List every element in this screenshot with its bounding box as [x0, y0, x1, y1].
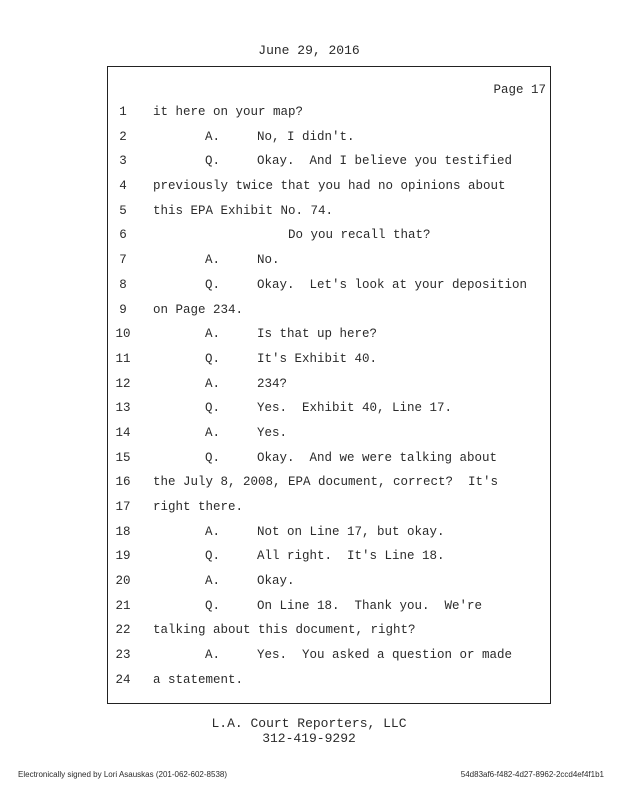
- page-number: Page 17: [493, 83, 546, 97]
- footer-phone: 312-419-9292: [262, 731, 356, 746]
- transcript-line: [108, 599, 550, 624]
- transcript-line: [108, 525, 550, 550]
- line-text: Yes. Exhibit 40, Line 17.: [257, 401, 453, 416]
- line-text: Okay.: [257, 574, 295, 589]
- footer-company: L.A. Court Reporters, LLC: [211, 716, 407, 731]
- speaker-tag: A.: [205, 129, 221, 144]
- line-text: On Line 18. Thank you. We're: [257, 598, 483, 613]
- line-number: 19: [115, 549, 131, 564]
- line-text: Yes. You asked a question or made: [257, 648, 513, 663]
- transcript-line: [108, 574, 550, 599]
- line-text: Do you recall that?: [288, 228, 431, 243]
- line-number: 24: [115, 672, 131, 687]
- line-text: Okay. Let's look at your deposition: [257, 277, 528, 292]
- line-text: a statement.: [153, 672, 244, 687]
- line-number: 10: [115, 327, 131, 342]
- line-number: 12: [115, 376, 131, 391]
- transcript-line: [108, 179, 550, 204]
- speaker-tag: A.: [205, 524, 221, 539]
- transcript-line: [108, 105, 550, 130]
- transcript-line: [108, 673, 550, 698]
- line-text: It's Exhibit 40.: [257, 351, 378, 366]
- speaker-tag: A.: [205, 425, 221, 440]
- line-number: 17: [115, 500, 131, 514]
- speaker-tag: Q.: [205, 277, 221, 292]
- line-number: 18: [115, 524, 131, 539]
- speaker-tag: A.: [205, 327, 221, 342]
- line-text: No.: [257, 253, 280, 268]
- line-number: 3: [119, 154, 127, 169]
- line-text: 234?: [257, 376, 288, 391]
- line-text: Is that up here?: [257, 327, 378, 342]
- transcript-lines: [108, 105, 550, 698]
- speaker-tag: A.: [205, 648, 221, 663]
- transcript-line: [108, 451, 550, 476]
- transcript-line: [108, 303, 550, 328]
- header-date: June 29, 2016: [258, 43, 360, 58]
- transcript-line: [108, 426, 550, 451]
- line-text: Yes.: [257, 425, 288, 440]
- line-number: 23: [115, 648, 131, 663]
- line-text: Okay. And we were talking about: [257, 450, 498, 465]
- transcript-line: [108, 549, 550, 574]
- line-number: 15: [115, 450, 131, 465]
- line-number: 2: [119, 129, 127, 144]
- speaker-tag: Q.: [205, 154, 221, 169]
- line-number: 7: [119, 253, 127, 268]
- line-number: 20: [115, 574, 131, 589]
- line-text: previously twice that you had no opinions about: [153, 179, 506, 194]
- transcript-line: [108, 130, 550, 155]
- line-text: right there.: [153, 500, 244, 514]
- transcript-line: [108, 377, 550, 402]
- transcript-line: [108, 648, 550, 673]
- transcript-page: [107, 66, 551, 704]
- transcript-line: [108, 253, 550, 278]
- line-number: 13: [115, 401, 131, 416]
- speaker-tag: Q.: [205, 351, 221, 366]
- transcript-line: [108, 401, 550, 426]
- line-number: 16: [115, 475, 131, 490]
- line-number: 11: [115, 351, 131, 366]
- line-number: 6: [119, 228, 127, 243]
- line-text: talking about this document, right?: [153, 623, 416, 638]
- line-number: 8: [119, 277, 127, 292]
- line-text: Not on Line 17, but okay.: [257, 524, 445, 539]
- speaker-tag: Q.: [205, 401, 221, 416]
- transcript-line: [108, 278, 550, 303]
- line-text: it here on your map?: [153, 105, 304, 119]
- transcript-line: [108, 204, 550, 229]
- line-text: All right. It's Line 18.: [257, 549, 445, 564]
- electronic-signature: Electronically signed by Lori Asauskas (201-062-602-8538): [18, 770, 228, 779]
- line-text: No, I didn't.: [257, 129, 355, 144]
- line-number: 9: [119, 302, 127, 317]
- speaker-tag: A.: [205, 574, 221, 589]
- speaker-tag: Q.: [205, 549, 221, 564]
- transcript-line: [108, 228, 550, 253]
- line-number: 22: [115, 623, 131, 638]
- transcript-line: [108, 327, 550, 352]
- line-text: Okay. And I believe you testified: [257, 154, 513, 169]
- transcript-line: [108, 352, 550, 377]
- line-number: 14: [115, 425, 131, 440]
- line-text: this EPA Exhibit No. 74.: [153, 203, 334, 218]
- line-number: 1: [119, 105, 127, 119]
- line-number: 4: [119, 179, 127, 194]
- line-text: the July 8, 2008, EPA document, correct? It's: [153, 475, 499, 490]
- document-hash: 54d83af6-f482-4d27-8962-2ccd4ef4f1b1: [460, 770, 604, 779]
- speaker-tag: Q.: [205, 598, 221, 613]
- transcript-line: [108, 500, 550, 525]
- transcript-line: [108, 154, 550, 179]
- speaker-tag: Q.: [205, 450, 221, 465]
- transcript-line: [108, 623, 550, 648]
- line-text: on Page 234.: [153, 302, 244, 317]
- transcript-line: [108, 475, 550, 500]
- speaker-tag: A.: [205, 253, 221, 268]
- line-number: 5: [119, 203, 127, 218]
- line-number: 21: [115, 598, 131, 613]
- speaker-tag: A.: [205, 376, 221, 391]
